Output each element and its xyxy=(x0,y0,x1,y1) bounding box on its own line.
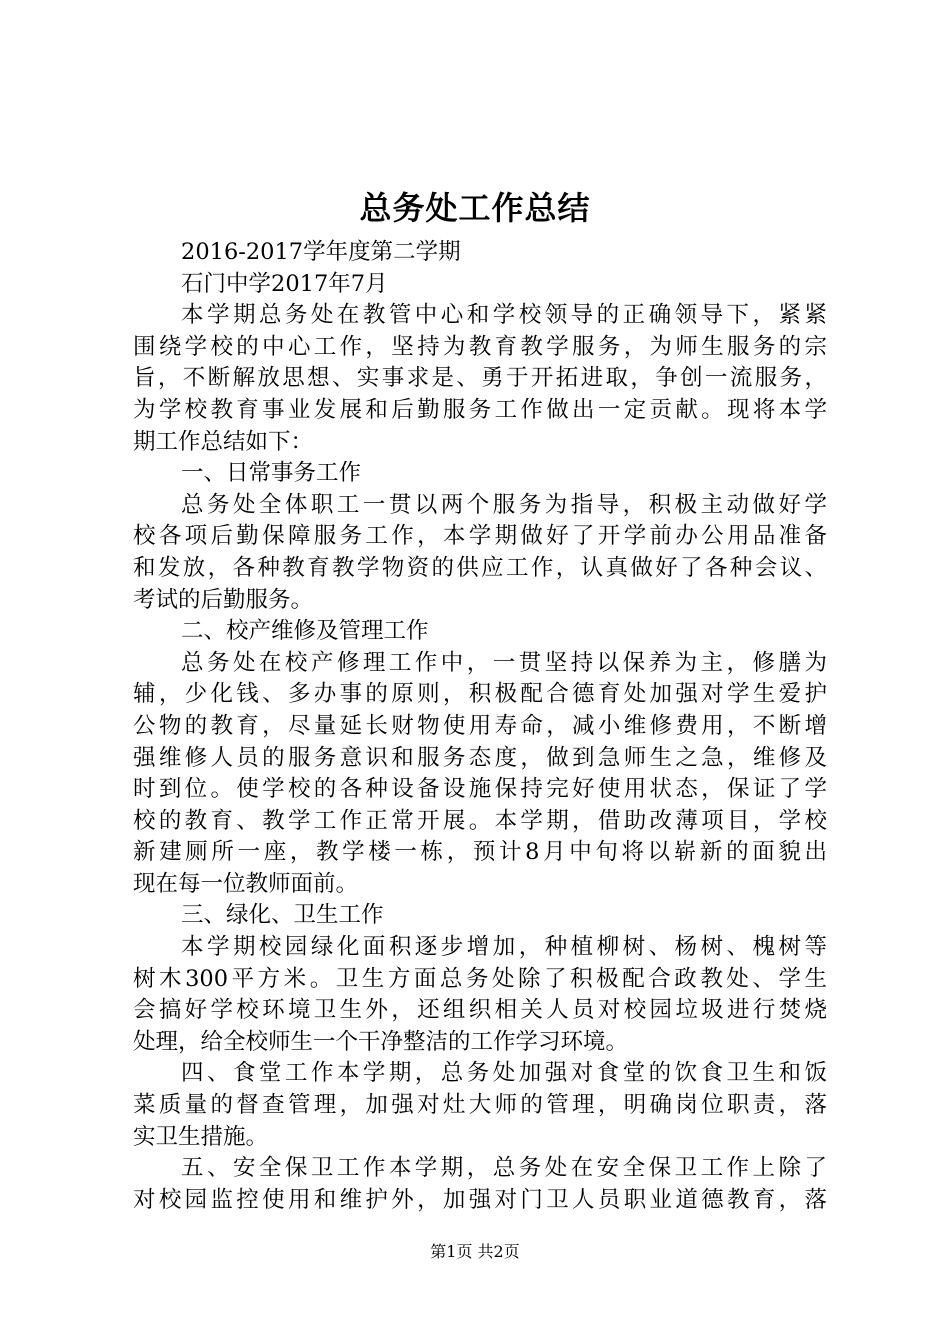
text-line: 石门中学2017年7月 xyxy=(181,270,388,297)
text-line: 校各项后勤保障服务工作，本学期做好了开学前办公用品准备 xyxy=(133,523,827,550)
page-footer: 第1页 共2页 xyxy=(430,1242,520,1261)
text-line: 树木300平方米。卫生方面总务处除了积极配合政教处、学生 xyxy=(133,965,827,992)
text-line: 期工作总结如下： xyxy=(133,428,314,455)
text-line: 考试的后勤服务。 xyxy=(133,586,314,613)
text-line: 为学校教育事业发展和后勤服务工作做出一定贡献。现将本学 xyxy=(133,396,827,423)
text-line: 四、食堂工作本学期，总务处加强对食堂的饮食卫生和饭 xyxy=(181,1060,827,1087)
text-line: 二、校产维修及管理工作 xyxy=(181,618,429,645)
text-line: 现在每一位教师面前。 xyxy=(133,870,359,897)
text-line: 三、绿化、卫生工作 xyxy=(181,902,384,929)
text-line: 新建厕所一座，教学楼一栋，预计8月中旬将以崭新的面貌出 xyxy=(133,839,827,866)
text-line: 和发放，各种教育教学物资的供应工作，认真做好了各种会议、 xyxy=(133,554,827,581)
text-line: 一、日常事务工作 xyxy=(181,460,362,487)
text-line: 公物的教育，尽量延长财物使用寿命，减小维修费用，不断增 xyxy=(133,712,827,739)
text-line: 强维修人员的服务意识和服务态度，做到急师生之急，维修及 xyxy=(133,744,827,771)
text-line: 时到位。使学校的各种设备设施保持完好使用状态，保证了学 xyxy=(133,776,827,803)
text-line: 会搞好学校环境卫生外，还组织相关人员对校园垃圾进行焚烧 xyxy=(133,997,827,1024)
text-line: 总务处在校产修理工作中，一贯坚持以保养为主，修膳为 xyxy=(181,649,827,676)
document-title: 总务处工作总结 xyxy=(359,189,591,227)
text-line: 五、安全保卫工作本学期，总务处在安全保卫工作上除了 xyxy=(181,1155,827,1182)
text-line: 校的教育、教学工作正常开展。本学期，借助改薄项目，学校 xyxy=(133,807,827,834)
text-line: 对校园监控使用和维护外，加强对门卫人员职业道德教育，落 xyxy=(133,1186,827,1213)
text-line: 旨，不断解放思想、实事求是、勇于开拓进取，争创一流服务， xyxy=(133,365,827,392)
text-line: 2016-2017学年度第二学期 xyxy=(181,239,461,265)
text-line: 菜质量的督查管理，加强对灶大师的管理，明确岗位职责，落 xyxy=(133,1092,827,1119)
text-line: 本学期总务处在教管中心和学校领导的正确领导下，紧紧 xyxy=(181,302,827,329)
text-line: 实卫生措施。 xyxy=(133,1123,269,1150)
text-line: 总务处全体职工一贯以两个服务为指导，积极主动做好学 xyxy=(181,491,827,518)
text-line: 处理，给全校师生一个干净整洁的工作学习环境。 xyxy=(133,1028,629,1055)
document-body xyxy=(133,237,827,1216)
text-line: 围绕学校的中心工作，坚持为教育教学服务，为师生服务的宗 xyxy=(133,333,827,360)
text-line: 辅，少化钱、多办事的原则，积极配合德育处加强对学生爱护 xyxy=(133,681,827,708)
text-line: 本学期校园绿化面积逐步增加，种植柳树、杨树、槐树等 xyxy=(181,934,827,961)
